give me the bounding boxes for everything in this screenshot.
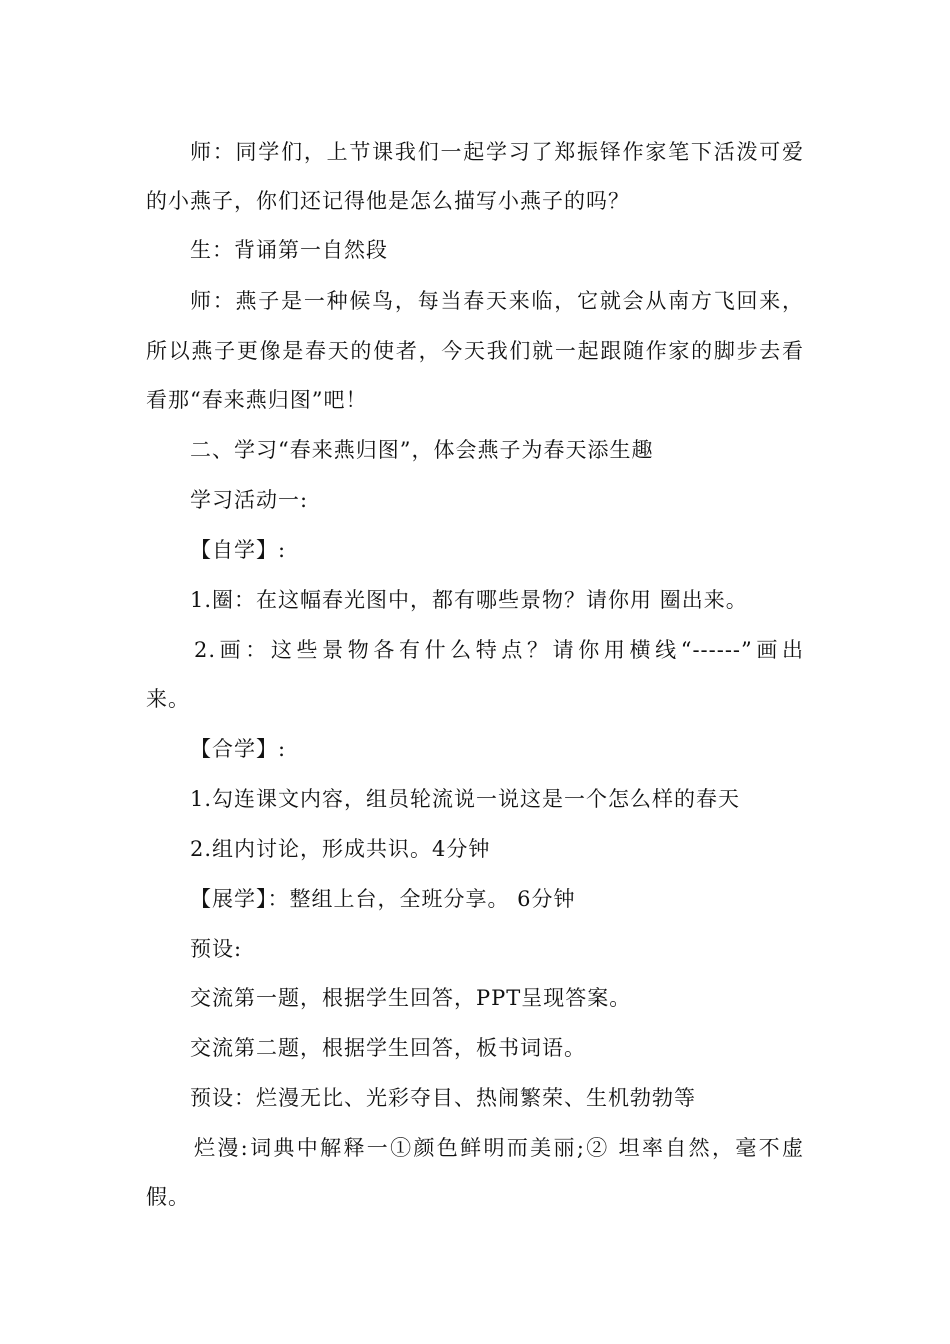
paragraph-line-1: 师：同学们，上节课我们一起学习了郑振铎作家笔下活泼可爱 [190, 140, 804, 164]
section-heading: 二、学习“春来燕归图”，体会燕子为春天添生趣 [190, 438, 654, 462]
paragraph-line-6: 看那“春来燕归图”吧！ [146, 388, 368, 412]
presentation-line: 【展学】：整组上台，全班分享。 6分钟 [190, 887, 576, 911]
self-study-heading: 【自学】: [190, 538, 287, 562]
task-2-line: 2.画：这些景物各有什么特点？请你用横线“------”画出 [194, 638, 804, 662]
group-task-1-line: 1.勾连课文内容，组员轮流说一说这是一个怎么样的春天 [190, 787, 741, 811]
definition-continuation: 假。 [146, 1185, 190, 1209]
paragraph-line-2: 的小燕子，你们还记得他是怎么描写小燕子的吗？ [146, 189, 630, 213]
task-2-continuation: 来。 [146, 687, 190, 711]
activity-heading: 学习活动一: [190, 488, 309, 512]
preset-answer-line: 预设：烂漫无比、光彩夺目、热闹繁荣、生机勃勃等 [190, 1086, 696, 1110]
group-study-heading: 【合学】: [190, 737, 287, 761]
task-1-line: 1.圈：在这幅春光图中，都有哪些景物？请你用 圈出来。 [190, 588, 748, 612]
definition-line: 烂漫:词典中解释一①颜色鲜明而美丽;② 坦率自然，毫不虚 [194, 1136, 804, 1160]
group-task-2-line: 2.组内讨论，形成共识。4分钟 [190, 837, 491, 861]
exchange-2-line: 交流第二题，根据学生回答，板书词语。 [190, 1036, 586, 1060]
exchange-1-line: 交流第一题，根据学生回答，PPT呈现答案。 [190, 986, 632, 1010]
paragraph-line-4: 师：燕子是一种候鸟，每当春天来临，它就会从南方飞回来， [190, 289, 804, 313]
paragraph-line-3: 生：背诵第一自然段 [190, 238, 388, 262]
paragraph-line-5: 所以燕子更像是春天的使者，今天我们就一起跟随作家的脚步去看 [146, 339, 804, 363]
preset-heading-1: 预设: [190, 937, 243, 961]
